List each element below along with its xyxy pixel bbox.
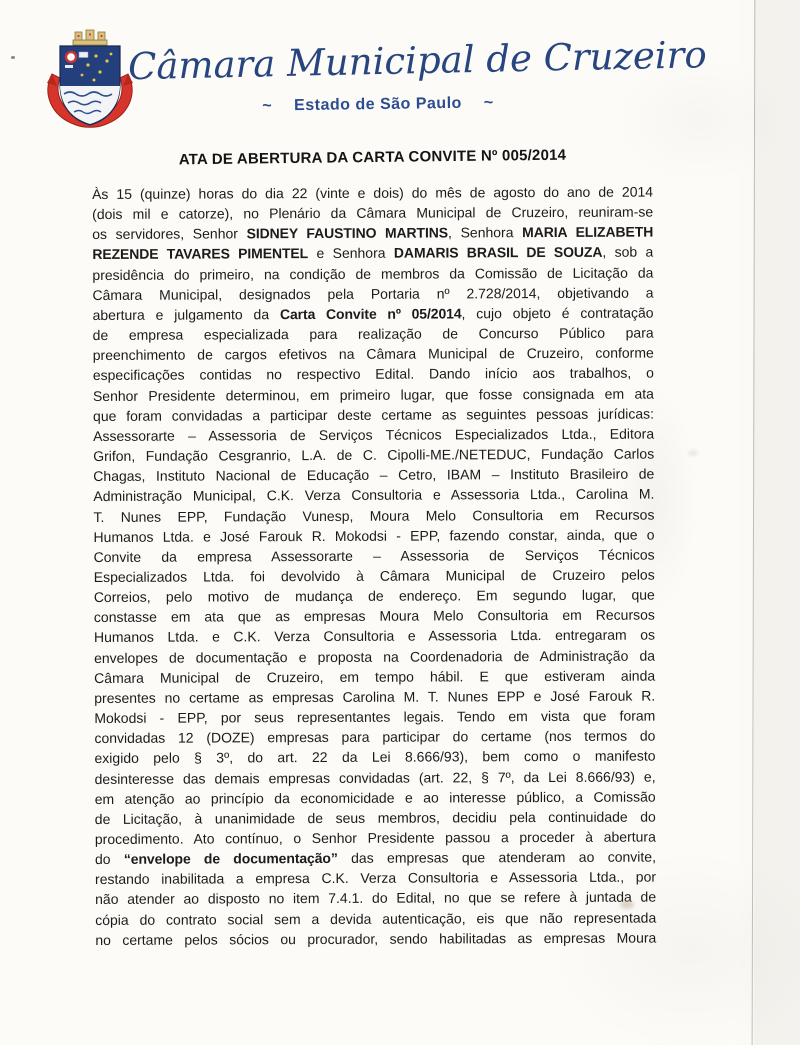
document-line: exigido pelo § 3º, do art. 22 da Lei 8.666/93), bem como o manifesto bbox=[94, 747, 656, 767]
document-line: não atender ao disposto no item 7.4.1. do Edital, no que se refere à juntada de bbox=[95, 889, 657, 908]
document-line: presentes no certame as empresas Carolina M. T. Nunes EPP e José Farouk R. bbox=[94, 687, 656, 706]
document-line: de Licitação, à unanimidade de seus membros, decidiu pela continuidade do bbox=[94, 808, 656, 827]
shield bbox=[60, 46, 120, 125]
document-line: do “envelope de documentação” das empresas que atenderam ao convite, bbox=[94, 848, 656, 868]
document-line: T. Nunes EPP, Fundação Vunesp, Moura Melo Consultoria em Recursos bbox=[93, 506, 655, 525]
crown bbox=[73, 30, 107, 45]
scan-smudge bbox=[620, 900, 634, 909]
document-line: abertura e julgamento da Carta Convite nº 05/2014, cujo objeto é contratação bbox=[92, 304, 654, 323]
document-line: preenchimento de cargos efetivos na Câmara Municipal de Cruzeiro, conforme bbox=[92, 344, 654, 364]
state-line: Estado de São Paulo bbox=[293, 94, 462, 115]
state-line-row bbox=[128, 93, 628, 118]
document-line: envelopes de documentação e proposta na Coordenadoria de Administração da bbox=[94, 647, 656, 666]
document-line: Correios, pelo motivo de mudança de endereço. Em segundo lugar, que bbox=[93, 586, 655, 606]
document-line: Grifon, Fundação Cesgranrio, L.A. de C. Cipolli-ME./NETEDUC, Fundação Carlos bbox=[93, 445, 655, 465]
coat-of-arms-icon bbox=[44, 28, 136, 132]
document-line: Mokodsi - EPP, por seus representantes legais. Tendo em vista que foram bbox=[94, 707, 656, 727]
scan-edge-shading bbox=[754, 0, 800, 1045]
document-line: REZENDE TAVARES PIMENTEL e Senhora DAMARIS BRASIL DE SOUZA, sob a bbox=[92, 244, 654, 263]
tilde-ornament-right-icon: ~ bbox=[483, 94, 494, 112]
document-line: que foram convidadas a participar deste certame as seguintes pessoas jurídicas: bbox=[92, 405, 655, 424]
organization-title: Câmara Municipal de Cruzeiro bbox=[127, 33, 708, 89]
document-line: Humanos Ltda. e C.K. Verza Consultoria e Assessoria Ltda. entregaram os bbox=[93, 626, 656, 646]
document-line: presidência do primeiro, na condição de membros da Comissão de Licitação da bbox=[92, 264, 654, 283]
document-line: Câmara Municipal de Cruzeiro, em tempo hábil. E que estiveram ainda bbox=[94, 667, 656, 686]
scan-smudge-small bbox=[688, 450, 698, 456]
document-line: Senhor Presidente determinou, em primeiro lugar, que fosse consignada em ata bbox=[92, 385, 654, 404]
document-line: Às 15 (quinze) horas do dia 22 (vinte e dois) do mês de agosto do ano de 2014 bbox=[92, 183, 654, 202]
document-line: Administração Municipal, C.K. Verza Consultoria e Assessoria Ltda., Carolina M. bbox=[93, 485, 655, 505]
document-line: convidadas 12 (DOZE) empresas para participar do certame (nos termos do bbox=[94, 727, 656, 747]
document-line: desinteresse das demais empresas convidadas (art. 22, § 7º, da Lei 8.666/93) e, bbox=[94, 768, 656, 787]
document-line: Especializados Ltda. foi devolvido à Câmara Municipal de Cruzeiro pelos bbox=[93, 566, 655, 585]
document-line: Convite da empresa Assessorarte – Assessoria de Serviços Técnicos bbox=[93, 546, 655, 565]
document-line: Câmara Municipal, designados pela Portaria nº 2.728/2014, objetivando a bbox=[92, 284, 654, 303]
document-line: (dois mil e catorze), no Plenário da Câmara Municipal de Cruzeiro, reuniram-se bbox=[92, 203, 654, 223]
document-body bbox=[92, 182, 656, 950]
document-line: restando inabilitada a empresa C.K. Verza Consultoria e Assessoria Ltda., por bbox=[94, 868, 657, 888]
document-line: no certame pelos sócios ou procurador, sendo habilitadas as empresas Moura bbox=[95, 929, 657, 948]
document-title: ATA DE ABERTURA DA CARTA CONVITE Nº 005/2014 bbox=[178, 146, 567, 169]
document-line: cópia do contrato social sem a devida autenticação, eis que não representada bbox=[95, 909, 657, 928]
scan-speck bbox=[11, 56, 15, 59]
document-line: procedimento. Ato contínuo, o Senhor Presidente passou a proceder à abertura bbox=[94, 828, 656, 847]
document-line: em atenção ao princípio da economicidade e ao interesse público, a Comissão bbox=[94, 788, 656, 807]
document-line: constasse em ata que as empresas Moura Melo Consultoria em Recursos bbox=[93, 606, 655, 626]
document-line: os servidores, Senhor SIDNEY FAUSTINO MARTINS, Senhora MARIA ELIZABETH bbox=[92, 223, 654, 243]
document-line: especificações contidas no respectivo Edital. Dando início aos trabalhos, o bbox=[92, 364, 654, 384]
document-line: Humanos Ltda. e José Farouk R. Mokodsi - EPP, fazendo constar, ainda, que o bbox=[93, 526, 655, 545]
tilde-ornament-left-icon: ~ bbox=[262, 97, 273, 115]
document-line: Chagas, Instituto Nacional de Educação – Cetro, IBAM – Instituto Brasileiro de bbox=[93, 465, 655, 485]
document-line: de empresa especializada para realização de Concurso Público para bbox=[92, 324, 654, 344]
document-line: Assessorarte – Assessoria de Serviços Técnicos Especializados Ltda., Editora bbox=[93, 425, 655, 444]
